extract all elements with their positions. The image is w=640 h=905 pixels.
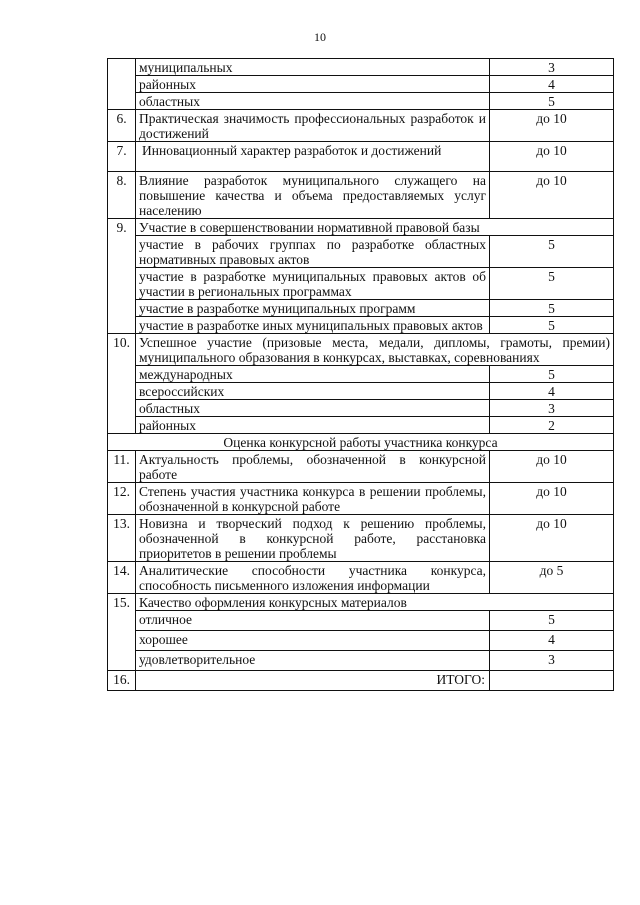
- row-number: [108, 366, 136, 383]
- criterion-text: Аналитические способности участника конкурса, способность письменного изложения информации: [136, 562, 490, 594]
- row-number: 12.: [108, 483, 136, 515]
- points-value: 5: [490, 236, 614, 268]
- table-row: [108, 219, 614, 236]
- row-number: [108, 611, 136, 631]
- table-row: [108, 236, 614, 268]
- criterion-text: областных: [136, 400, 490, 417]
- table-row: [108, 142, 614, 172]
- table-row: [108, 366, 614, 383]
- criterion-text: Влияние разработок муниципального служащего на повышение качества и объема предоставляемых услуг населению: [136, 172, 490, 219]
- table-row: [108, 611, 614, 631]
- criterion-text: Успешное участие (призовые места, медали, дипломы, грамоты, премии) муниципального образования в конкурсах, выставках, соревнованиях: [136, 334, 614, 366]
- criterion-text: хорошее: [136, 631, 490, 651]
- criterion-text: участие в разработке муниципальных правовых актов об участии в региональных программах: [136, 268, 490, 300]
- criterion-text: Актуальность проблемы, обозначенной в конкурсной работе: [136, 451, 490, 483]
- table-row: [108, 300, 614, 317]
- criterion-text: участие в разработке муниципальных программ: [136, 300, 490, 317]
- points-value: 5: [490, 268, 614, 300]
- total-row: [108, 671, 614, 691]
- table-row: [108, 268, 614, 300]
- row-number: [108, 651, 136, 671]
- total-value: [490, 671, 614, 691]
- row-number: 13.: [108, 515, 136, 562]
- criterion-text: Качество оформления конкурсных материалов: [136, 594, 614, 611]
- table-row: [108, 110, 614, 142]
- criterion-text: отличное: [136, 611, 490, 631]
- points-value: 3: [490, 651, 614, 671]
- criterion-text: удовлетворительное: [136, 651, 490, 671]
- table-row: [108, 515, 614, 562]
- row-number: 14.: [108, 562, 136, 594]
- row-number: [108, 383, 136, 400]
- row-number: 7.: [108, 142, 136, 172]
- criterion-text: международных: [136, 366, 490, 383]
- criterion-text: Степень участия участника конкурса в решении проблемы, обозначенной в конкурсной работе: [136, 483, 490, 515]
- points-value: 5: [490, 366, 614, 383]
- row-number: 15.: [108, 594, 136, 611]
- criterion-text: Практическая значимость профессиональных разработок и достижений: [136, 110, 490, 142]
- row-number: [108, 631, 136, 651]
- table-row: [108, 334, 614, 366]
- points-value: до 10: [490, 142, 614, 172]
- total-label: ИТОГО:: [136, 671, 490, 691]
- points-value: до 5: [490, 562, 614, 594]
- criterion-text: участие в разработке иных муниципальных правовых актов: [136, 317, 490, 334]
- criterion-text: Новизна и творческий подход к решению проблемы, обозначенной в конкурсной работе, расстановка приоритетов в решении проблемы: [136, 515, 490, 562]
- table-row: [108, 451, 614, 483]
- row-number: 8.: [108, 172, 136, 219]
- criterion-text: всероссийских: [136, 383, 490, 400]
- criterion-text: Участие в совершенствовании нормативной правовой базы: [136, 219, 614, 236]
- table-row: [108, 400, 614, 417]
- table-row: [108, 59, 614, 76]
- row-number: 16.: [108, 671, 136, 691]
- points-value: до 10: [490, 172, 614, 219]
- points-value: 4: [490, 383, 614, 400]
- row-number: [108, 236, 136, 268]
- table-row: [108, 631, 614, 651]
- row-number: [108, 268, 136, 300]
- table-row: [108, 317, 614, 334]
- row-number: [108, 93, 136, 110]
- table-row: [108, 417, 614, 434]
- table-row: [108, 594, 614, 611]
- table-row: [108, 383, 614, 400]
- criterion-text: районных: [136, 76, 490, 93]
- row-number: [108, 400, 136, 417]
- points-value: до 10: [490, 110, 614, 142]
- row-number: 9.: [108, 219, 136, 236]
- criteria-table: [107, 58, 614, 691]
- points-value: до 10: [490, 451, 614, 483]
- row-number: [108, 59, 136, 76]
- table-row: [108, 651, 614, 671]
- criterion-text: муниципальных: [136, 59, 490, 76]
- criterion-text: участие в рабочих группах по разработке областных нормативных правовых актов: [136, 236, 490, 268]
- page-number: 10: [314, 30, 326, 44]
- table-row: [108, 483, 614, 515]
- table-row: [108, 562, 614, 594]
- points-value: 5: [490, 93, 614, 110]
- points-value: 2: [490, 417, 614, 434]
- row-number: 11.: [108, 451, 136, 483]
- row-number: [108, 76, 136, 93]
- criterion-text: районных: [136, 417, 490, 434]
- row-number: [108, 417, 136, 434]
- points-value: 4: [490, 76, 614, 93]
- row-number: 6.: [108, 110, 136, 142]
- points-value: 3: [490, 400, 614, 417]
- table-row: [108, 76, 614, 93]
- table-row: [108, 172, 614, 219]
- row-number: [108, 317, 136, 334]
- row-number: [108, 300, 136, 317]
- row-number: 10.: [108, 334, 136, 366]
- criterion-text: Инновационный характер разработок и достижений: [136, 142, 490, 172]
- table-row: [108, 93, 614, 110]
- points-value: 5: [490, 611, 614, 631]
- criterion-text: областных: [136, 93, 490, 110]
- section-heading: Оценка конкурсной работы участника конкурса: [108, 434, 614, 451]
- points-value: 3: [490, 59, 614, 76]
- points-value: 4: [490, 631, 614, 651]
- points-value: 5: [490, 317, 614, 334]
- points-value: 5: [490, 300, 614, 317]
- section-row: [108, 434, 614, 451]
- points-value: до 10: [490, 483, 614, 515]
- points-value: до 10: [490, 515, 614, 562]
